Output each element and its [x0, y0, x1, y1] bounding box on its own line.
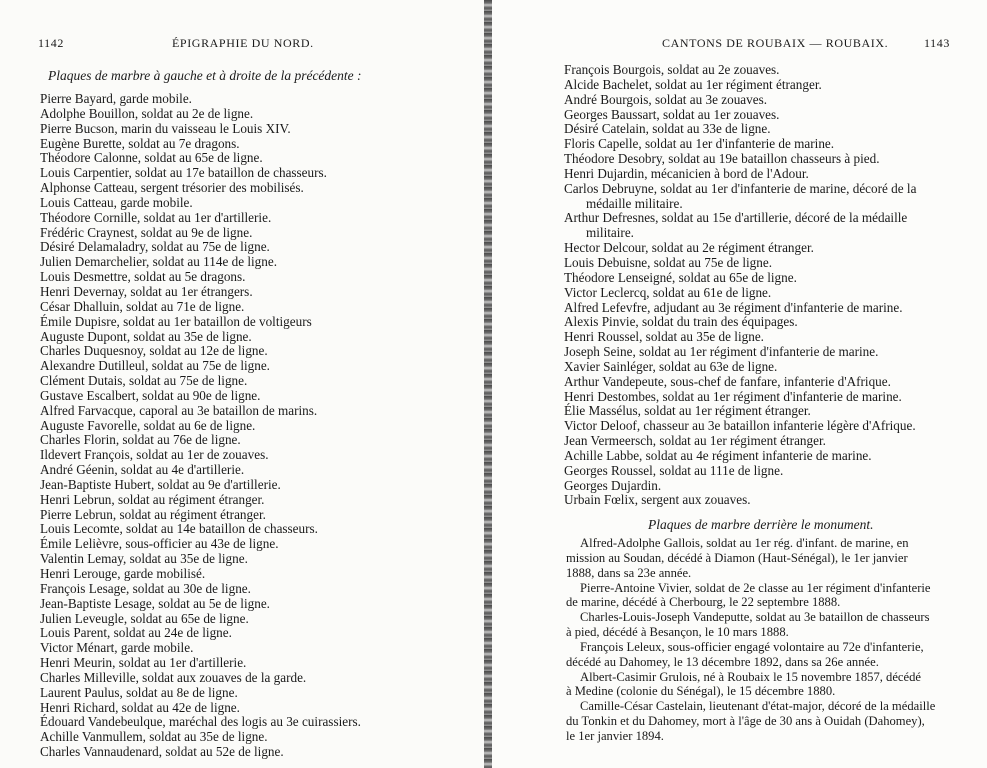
section-title-right: Plaques de marbre derrière le monument.	[648, 517, 874, 532]
left-entry-list	[40, 92, 480, 760]
entry-line: Ildevert François, soldat au 1er de zouaves.	[40, 447, 269, 463]
entry-line: Carlos Debruyne, soldat au 1er d'infanterie de marine, décoré de la	[564, 180, 917, 196]
entry-line: André Bourgois, soldat au 3e zouaves.	[564, 91, 768, 107]
memorial-line: 1888, dans sa 23e année.	[566, 565, 692, 580]
entry-line: Arthur Vandepeute, sous-chef de fanfare, infanterie d'Afrique.	[564, 373, 891, 389]
entry-line: Auguste Favorelle, soldat au 6e de ligne.	[40, 417, 256, 433]
entry-line: Achille Labbe, soldat au 4e régiment infanterie de marine.	[564, 447, 872, 463]
entry-line: François Bourgois, soldat au 2e zouaves.	[564, 62, 780, 77]
memorial-line: François Leleux, sous-officier engagé volontaire au 72e d'infanterie,	[580, 639, 924, 654]
memorial-line: à pied, décédé à Besançon, le 10 mars 1888.	[566, 625, 789, 640]
entry-line: Louis Debuisne, soldat au 75e de ligne.	[564, 254, 773, 270]
entry-line: Urbain Fœlix, sergent aux zouaves.	[564, 492, 751, 508]
entry-line: Charles Duquesnoy, soldat au 12e de ligne.	[40, 343, 268, 359]
memorial-line: Charles-Louis-Joseph Vandeputte, soldat au 3e bataillon de chasseurs	[580, 610, 930, 625]
entry-line: Georges Dujardin.	[564, 477, 662, 493]
entry-line: Victor Ménart, garde mobile.	[40, 640, 194, 656]
entry-line: Xavier Sainléger, soldat au 63e de ligne.	[564, 358, 778, 374]
entry-line: Valentin Lemay, soldat au 35e de ligne.	[40, 551, 248, 567]
entry-line: Achille Vanmullem, soldat au 35e de ligne.	[40, 729, 268, 745]
entry-line: Henri Destombes, soldat au 1er régiment d'infanterie de marine.	[564, 388, 902, 404]
entry-line: Joseph Seine, soldat au 1er régiment d'infanterie de marine.	[564, 344, 879, 360]
entry-line: Pierre Bucson, marin du vaisseau le Louis XIV.	[40, 120, 291, 136]
entry-line: Pierre Bayard, garde mobile.	[40, 91, 192, 106]
entry-line: Clément Dutais, soldat au 75e de ligne.	[40, 373, 248, 389]
entry-line: Pierre Lebrun, soldat au régiment étranger.	[40, 506, 266, 522]
page-number-right: 1143	[924, 36, 950, 50]
entry-line: Henri Devernay, soldat au 1er étrangers.	[40, 283, 253, 299]
entry-line: Élie Massélus, soldat au 1er régiment étranger.	[564, 403, 811, 419]
memorial-line: du Tonkin et du Dahomey, mort à l'âge de 30 ans à Ouidah (Dahomey),	[566, 714, 925, 729]
entry-line: Henri Meurin, soldat au 1er d'artillerie.	[40, 655, 247, 671]
entry-line: Louis Catteau, garde mobile.	[40, 194, 193, 210]
entry-line: Émile Dupisre, soldat au 1er bataillon de voltigeurs	[40, 313, 312, 329]
entry-line: Floris Capelle, soldat au 1er d'infanterie de marine.	[564, 136, 835, 152]
entry-line: Théodore Desobry, soldat au 19e bataillon chasseurs à pied.	[564, 151, 880, 167]
entry-line: Georges Roussel, soldat au 111e de ligne.	[564, 462, 784, 478]
entry-line: Henri Lebrun, soldat au régiment étranger.	[40, 491, 265, 507]
entry-line: Désiré Delamaladry, soldat au 75e de ligne.	[40, 239, 270, 255]
memorial-line: mission au Soudan, décédé à Diamon (Haut-Sénégal), le 1er janvier	[566, 550, 908, 565]
entry-line: Eugène Burette, soldat au 7e dragons.	[40, 135, 240, 151]
entry-line: Louis Carpentier, soldat au 17e bataillon de chasseurs.	[40, 165, 327, 181]
entry-line: Jean Vermeersch, soldat au 1er régiment étranger.	[564, 433, 826, 449]
entry-line: Henri Richard, soldat au 42e de ligne.	[40, 699, 240, 715]
entry-line: André Géenin, soldat au 4e d'artillerie.	[40, 462, 245, 478]
entry-line: Charles Milleville, soldat aux zouaves de la garde.	[40, 669, 307, 685]
page-number-left: 1142	[38, 36, 64, 50]
entry-line: Victor Deloof, chasseur au 3e bataillon infanterie légère d'Afrique.	[564, 418, 916, 434]
entry-line: Henri Dujardin, mécanicien à bord de l'Adour.	[564, 165, 809, 181]
entry-line: Alexis Pinvie, soldat du train des équipages.	[564, 314, 798, 330]
entry-line: Louis Parent, soldat au 24e de ligne.	[40, 625, 232, 641]
entry-line: Henri Lerouge, garde mobilisé.	[40, 566, 206, 581]
entry-line: Louis Desmettre, soldat au 5e dragons.	[40, 269, 246, 285]
memorial-line: décédé au Dahomey, le 13 décembre 1892, dans sa 26e année.	[566, 654, 879, 669]
running-title-right: CANTONS DE ROUBAIX — ROUBAIX.	[662, 36, 889, 50]
running-title-left: ÉPIGRAPHIE DU NORD.	[172, 36, 314, 50]
memorial-line: Pierre-Antoine Vivier, soldat de 2e classe au 1er régiment d'infanterie	[580, 580, 931, 595]
memorial-line: le 1er janvier 1894.	[566, 728, 664, 743]
section-title-left: Plaques de marbre à gauche et à droite de la précédente :	[48, 68, 362, 83]
entry-line: Victor Leclercq, soldat au 61e de ligne.	[564, 284, 772, 300]
entry-line: Alexandre Dutilleul, soldat au 75e de ligne.	[40, 358, 270, 374]
entry-line: Alfred Lefevfre, adjudant au 3e régiment d'infanterie de marine.	[564, 299, 903, 315]
entry-line: César Dhalluin, soldat au 71e de ligne.	[40, 298, 245, 314]
entry-line: François Lesage, soldat au 30e de ligne.	[40, 580, 251, 596]
entry-line: Alcide Bachelet, soldat au 1er régiment étranger.	[564, 76, 822, 92]
entry-line: Alfred Farvacque, caporal au 3e bataillon de marins.	[40, 402, 318, 418]
entry-line: Désiré Catelain, soldat au 33e de ligne.	[564, 121, 771, 137]
entry-line: Georges Baussart, soldat au 1er zouaves.	[564, 106, 780, 122]
entry-line: Émile Lelièvre, sous-officier au 43e de ligne.	[40, 536, 279, 552]
entry-line: Hector Delcour, soldat au 2e régiment étranger.	[564, 240, 814, 256]
entry-line: Julien Leveugle, soldat au 65e de ligne.	[40, 610, 249, 626]
entry-line: Auguste Dupont, soldat au 35e de ligne.	[40, 328, 252, 344]
entry-continuation-line: militaire.	[586, 225, 634, 241]
entry-line: Henri Roussel, soldat au 35e de ligne.	[564, 329, 764, 345]
entry-line: Théodore Lenseigné, soldat au 65e de ligne.	[564, 269, 797, 285]
memorial-line: Camille-César Castelain, lieutenant d'état-major, décoré de la médaille	[580, 699, 936, 714]
entry-line: Théodore Calonne, soldat au 65e de ligne.	[40, 150, 263, 166]
memorial-list	[566, 536, 972, 744]
memorial-line: à Medine (colonie du Sénégal), le 15 décembre 1880.	[566, 684, 836, 699]
left-page	[0, 0, 486, 768]
entry-line: Frédéric Craynest, soldat au 9e de ligne.	[40, 224, 253, 240]
entry-continuation-line: médaille militaire.	[586, 195, 683, 211]
memorial-line: Alfred-Adolphe Gallois, soldat au 1er rég. d'infant. de marine, en	[580, 536, 909, 550]
entry-line: Charles Vannaudenard, soldat au 52e de ligne.	[40, 744, 284, 760]
entry-line: Charles Florin, soldat au 76e de ligne.	[40, 432, 241, 448]
entry-line: Julien Demarchelier, soldat au 114e de ligne.	[40, 254, 278, 270]
memorial-line: Albert-Casimir Grulois, né à Roubaix le 15 novembre 1857, décédé	[580, 669, 921, 684]
entry-line: Jean-Baptiste Lesage, soldat au 5e de ligne.	[40, 595, 270, 611]
right-page	[492, 0, 987, 768]
entry-line: Adolphe Bouillon, soldat au 2e de ligne.	[40, 105, 254, 121]
entry-line: Théodore Cornille, soldat au 1er d'artillerie.	[40, 209, 272, 225]
entry-line: Laurent Paulus, soldat au 8e de ligne.	[40, 684, 238, 700]
entry-line: Arthur Defresnes, soldat au 15e d'artillerie, décoré de la médaille	[564, 210, 908, 226]
memorial-line: de marine, décédé à Cherbourg, le 22 septembre 1888.	[566, 595, 841, 610]
entry-line: Jean-Baptiste Hubert, soldat au 9e d'artillerie.	[40, 476, 281, 492]
entry-line: Louis Lecomte, soldat au 14e bataillon de chasseurs.	[40, 521, 318, 537]
entry-line: Gustave Escalbert, soldat au 90e de ligne.	[40, 387, 261, 403]
entry-line: Alphonse Catteau, sergent trésorier des mobilisés.	[40, 180, 304, 196]
right-entry-list	[564, 63, 974, 508]
entry-line: Édouard Vandebeulque, maréchal des logis au 3e cuirassiers.	[40, 714, 361, 730]
